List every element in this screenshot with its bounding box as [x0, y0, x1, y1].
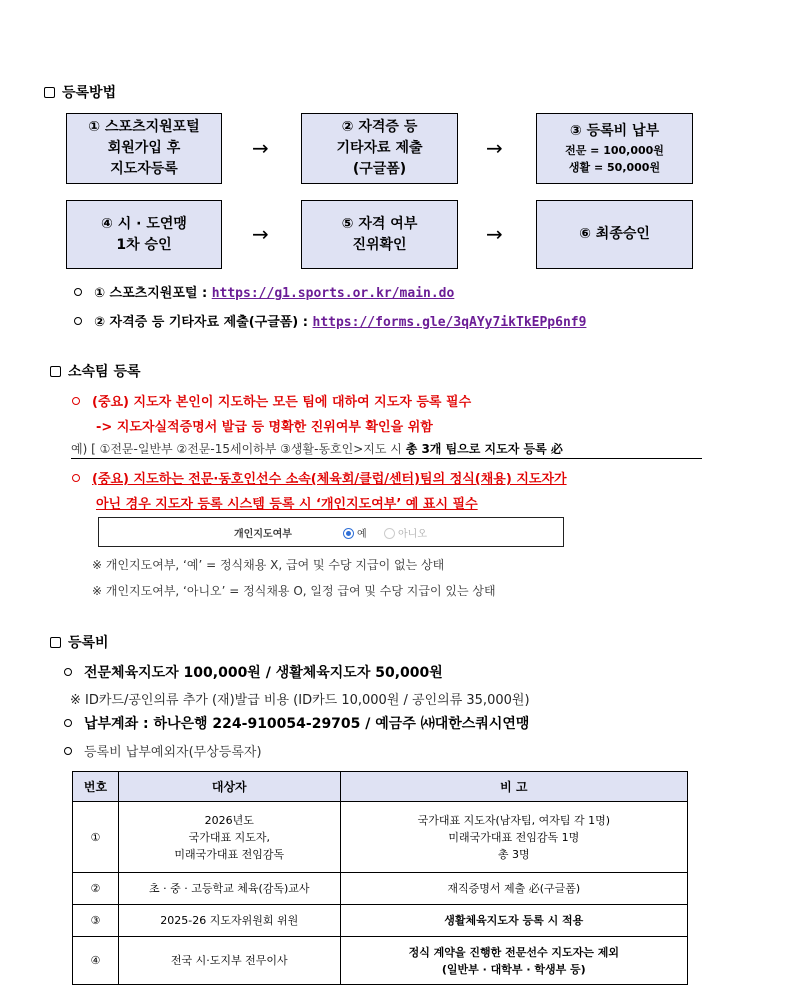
bullet-circle-icon [64, 747, 72, 755]
step-line: ③ 등록비 납부 [569, 123, 660, 139]
row-target [118, 802, 340, 873]
step-box-3 [536, 113, 693, 184]
bullet-circle-icon [64, 719, 72, 727]
table-row [73, 802, 688, 873]
table-row [73, 873, 688, 905]
row-number: ④ [73, 937, 119, 985]
cell-line: 2026년도 [204, 813, 254, 827]
radio-checked-icon [343, 528, 354, 539]
table-row [73, 905, 688, 937]
important-note-1-detail: -> 지도자실적증명서 발급 등 명확한 진위여부 확인을 위함 [96, 420, 433, 435]
right-arrow-icon: → [486, 222, 503, 246]
right-arrow-icon: → [252, 222, 269, 246]
step-box-1 [66, 113, 222, 184]
step-line: 기타자료 제출 [336, 140, 423, 156]
step-box-2 [301, 113, 458, 184]
remark-no: ※ 개인지도여부, ‘아니오’ = 정식채용 O, 일정 급여 및 수당 지급이 있는 상태 [92, 584, 496, 598]
exempt-title [64, 741, 262, 760]
google-form-link[interactable]: https://forms.gle/3qAYy7ikTkEPp6nf9 [312, 315, 587, 330]
personal-coaching-radio-sample [98, 517, 564, 547]
portal-link-row [74, 282, 454, 301]
step-sub: 전문 = 100,000원 [565, 144, 664, 157]
step-line: ② 자격증 등 [341, 119, 418, 135]
row-target: 2025-26 지도자위원회 위원 [118, 905, 340, 937]
row-number: ② [73, 873, 119, 905]
checkbox-square-icon [44, 87, 55, 98]
cell-line: 미래국가대표 전임감독 1명 [448, 830, 580, 844]
cell-line: (일반부 · 대학부 · 학생부 등) [441, 962, 586, 976]
exempt-text: 등록비 납부예외자(무상등록자) [84, 745, 262, 760]
cell-line: 국가대표 지도자(남자팀, 여자팀 각 1명) [417, 813, 611, 827]
example-emphasis: 총 3개 팀으로 지도자 등록 必 [405, 442, 563, 456]
step-line: 회원가입 후 [107, 140, 181, 156]
row-target: 초 · 중 · 고등학교 체육(감독)교사 [118, 873, 340, 905]
step-line: ⑥ 최종승인 [579, 226, 650, 242]
section-title: 소속팀 등록 [68, 364, 141, 380]
row-target: 전국 시·도지부 전무이사 [118, 937, 340, 985]
important-note-2-detail: 아닌 경우 지도자 등록 시스템 등록 시 ‘개인지도여부’ 예 표시 필수 [96, 497, 478, 512]
note-text: (중요) 지도하는 전문·동호인선수 소속(체육회/클럽/센터)팀의 정식(채용) 지도자가 [92, 472, 567, 487]
cell-line: 미래국가대표 전임감독 [174, 847, 285, 861]
fee-line [64, 662, 443, 682]
section-title: 등록비 [68, 635, 109, 651]
form-link-row [74, 311, 586, 330]
example-line [71, 440, 702, 459]
important-note-1 [72, 391, 471, 410]
radio-group-label: 개인지도여부 [234, 528, 292, 540]
account-line [64, 713, 529, 733]
form-link-label: ② 자격증 등 기타자료 제출(구글폼) : [94, 315, 313, 330]
bullet-circle-icon [72, 474, 80, 482]
id-card-fee-note: ※ ID카드/공인의류 추가 (재)발급 비용 (ID카드 10,000원 / 공인의류 35,000원) [70, 693, 530, 708]
row-note: 재직증명서 제출 必(구글폼) [340, 873, 687, 905]
step-line: 지도자등록 [110, 161, 178, 177]
portal-link-label: ① 스포츠지원포털 : [94, 286, 212, 301]
checkbox-square-icon [50, 637, 61, 648]
important-note-2 [72, 468, 567, 487]
note-text: (중요) 지도자 본인이 지도하는 모든 팀에 대하여 지도자 등록 필수 [92, 395, 472, 410]
radio-option-yes[interactable] [343, 525, 367, 540]
radio-unchecked-icon [384, 528, 395, 539]
right-arrow-icon: → [486, 136, 503, 160]
radio-option-no[interactable] [384, 525, 427, 540]
cell-line: 국가대표 지도자, [188, 830, 270, 844]
table-row [73, 937, 688, 985]
step-sub: 생활 = 50,000원 [568, 161, 661, 174]
step-line: ⑤ 자격 여부 [341, 215, 418, 232]
section-title: 등록방법 [62, 85, 117, 101]
bullet-circle-icon [74, 288, 82, 296]
table-header-row [73, 772, 688, 802]
bullet-circle-icon [74, 317, 82, 325]
radio-label: 아니오 [398, 528, 427, 540]
column-header: 대상자 [118, 772, 340, 802]
step-box-6 [536, 200, 693, 269]
column-header: 비 고 [340, 772, 687, 802]
row-note [340, 937, 687, 985]
section-team-registration-heading [50, 361, 141, 381]
section-fee-heading [50, 632, 109, 652]
step-line: (구글폼) [352, 161, 407, 177]
checkbox-square-icon [50, 366, 61, 377]
column-header: 번호 [73, 772, 119, 802]
step-box-4 [66, 200, 222, 269]
section-registration-method-heading [44, 82, 116, 102]
right-arrow-icon: → [252, 136, 269, 160]
exemption-table [72, 771, 688, 985]
fee-text: 전문체육지도자 100,000원 / 생활체육지도자 50,000원 [84, 665, 443, 681]
step-line: 1차 승인 [116, 236, 172, 253]
step-line: 진위확인 [352, 236, 407, 253]
bullet-circle-icon [64, 668, 72, 676]
remark-yes: ※ 개인지도여부, ‘예’ = 정식채용 X, 급여 및 수당 지급이 없는 상태 [92, 558, 445, 572]
cell-line: 정식 계약을 진행한 전문선수 지도자는 제외 [408, 945, 619, 959]
row-number: ③ [73, 905, 119, 937]
cell-line: 총 3명 [497, 847, 530, 861]
step-line: ④ 시 · 도연맹 [101, 215, 187, 232]
example-prefix: 예) [ ①전문-일반부 ②전문-15세이하부 ③생활-동호인>지도 시 [71, 442, 406, 456]
bullet-circle-icon [72, 397, 80, 405]
row-note [340, 802, 687, 873]
radio-label: 예 [357, 528, 367, 540]
account-text: 납부계좌 : 하나은행 224-910054-29705 / 예금주 ㈔대한스쿼시연맹 [84, 716, 530, 732]
row-number: ① [73, 802, 119, 873]
row-note: 생활체육지도자 등록 시 적용 [340, 905, 687, 937]
step-box-5 [301, 200, 458, 269]
step-line: ① 스포츠지원포털 [88, 119, 200, 135]
portal-link[interactable]: https://g1.sports.or.kr/main.do [211, 286, 455, 301]
